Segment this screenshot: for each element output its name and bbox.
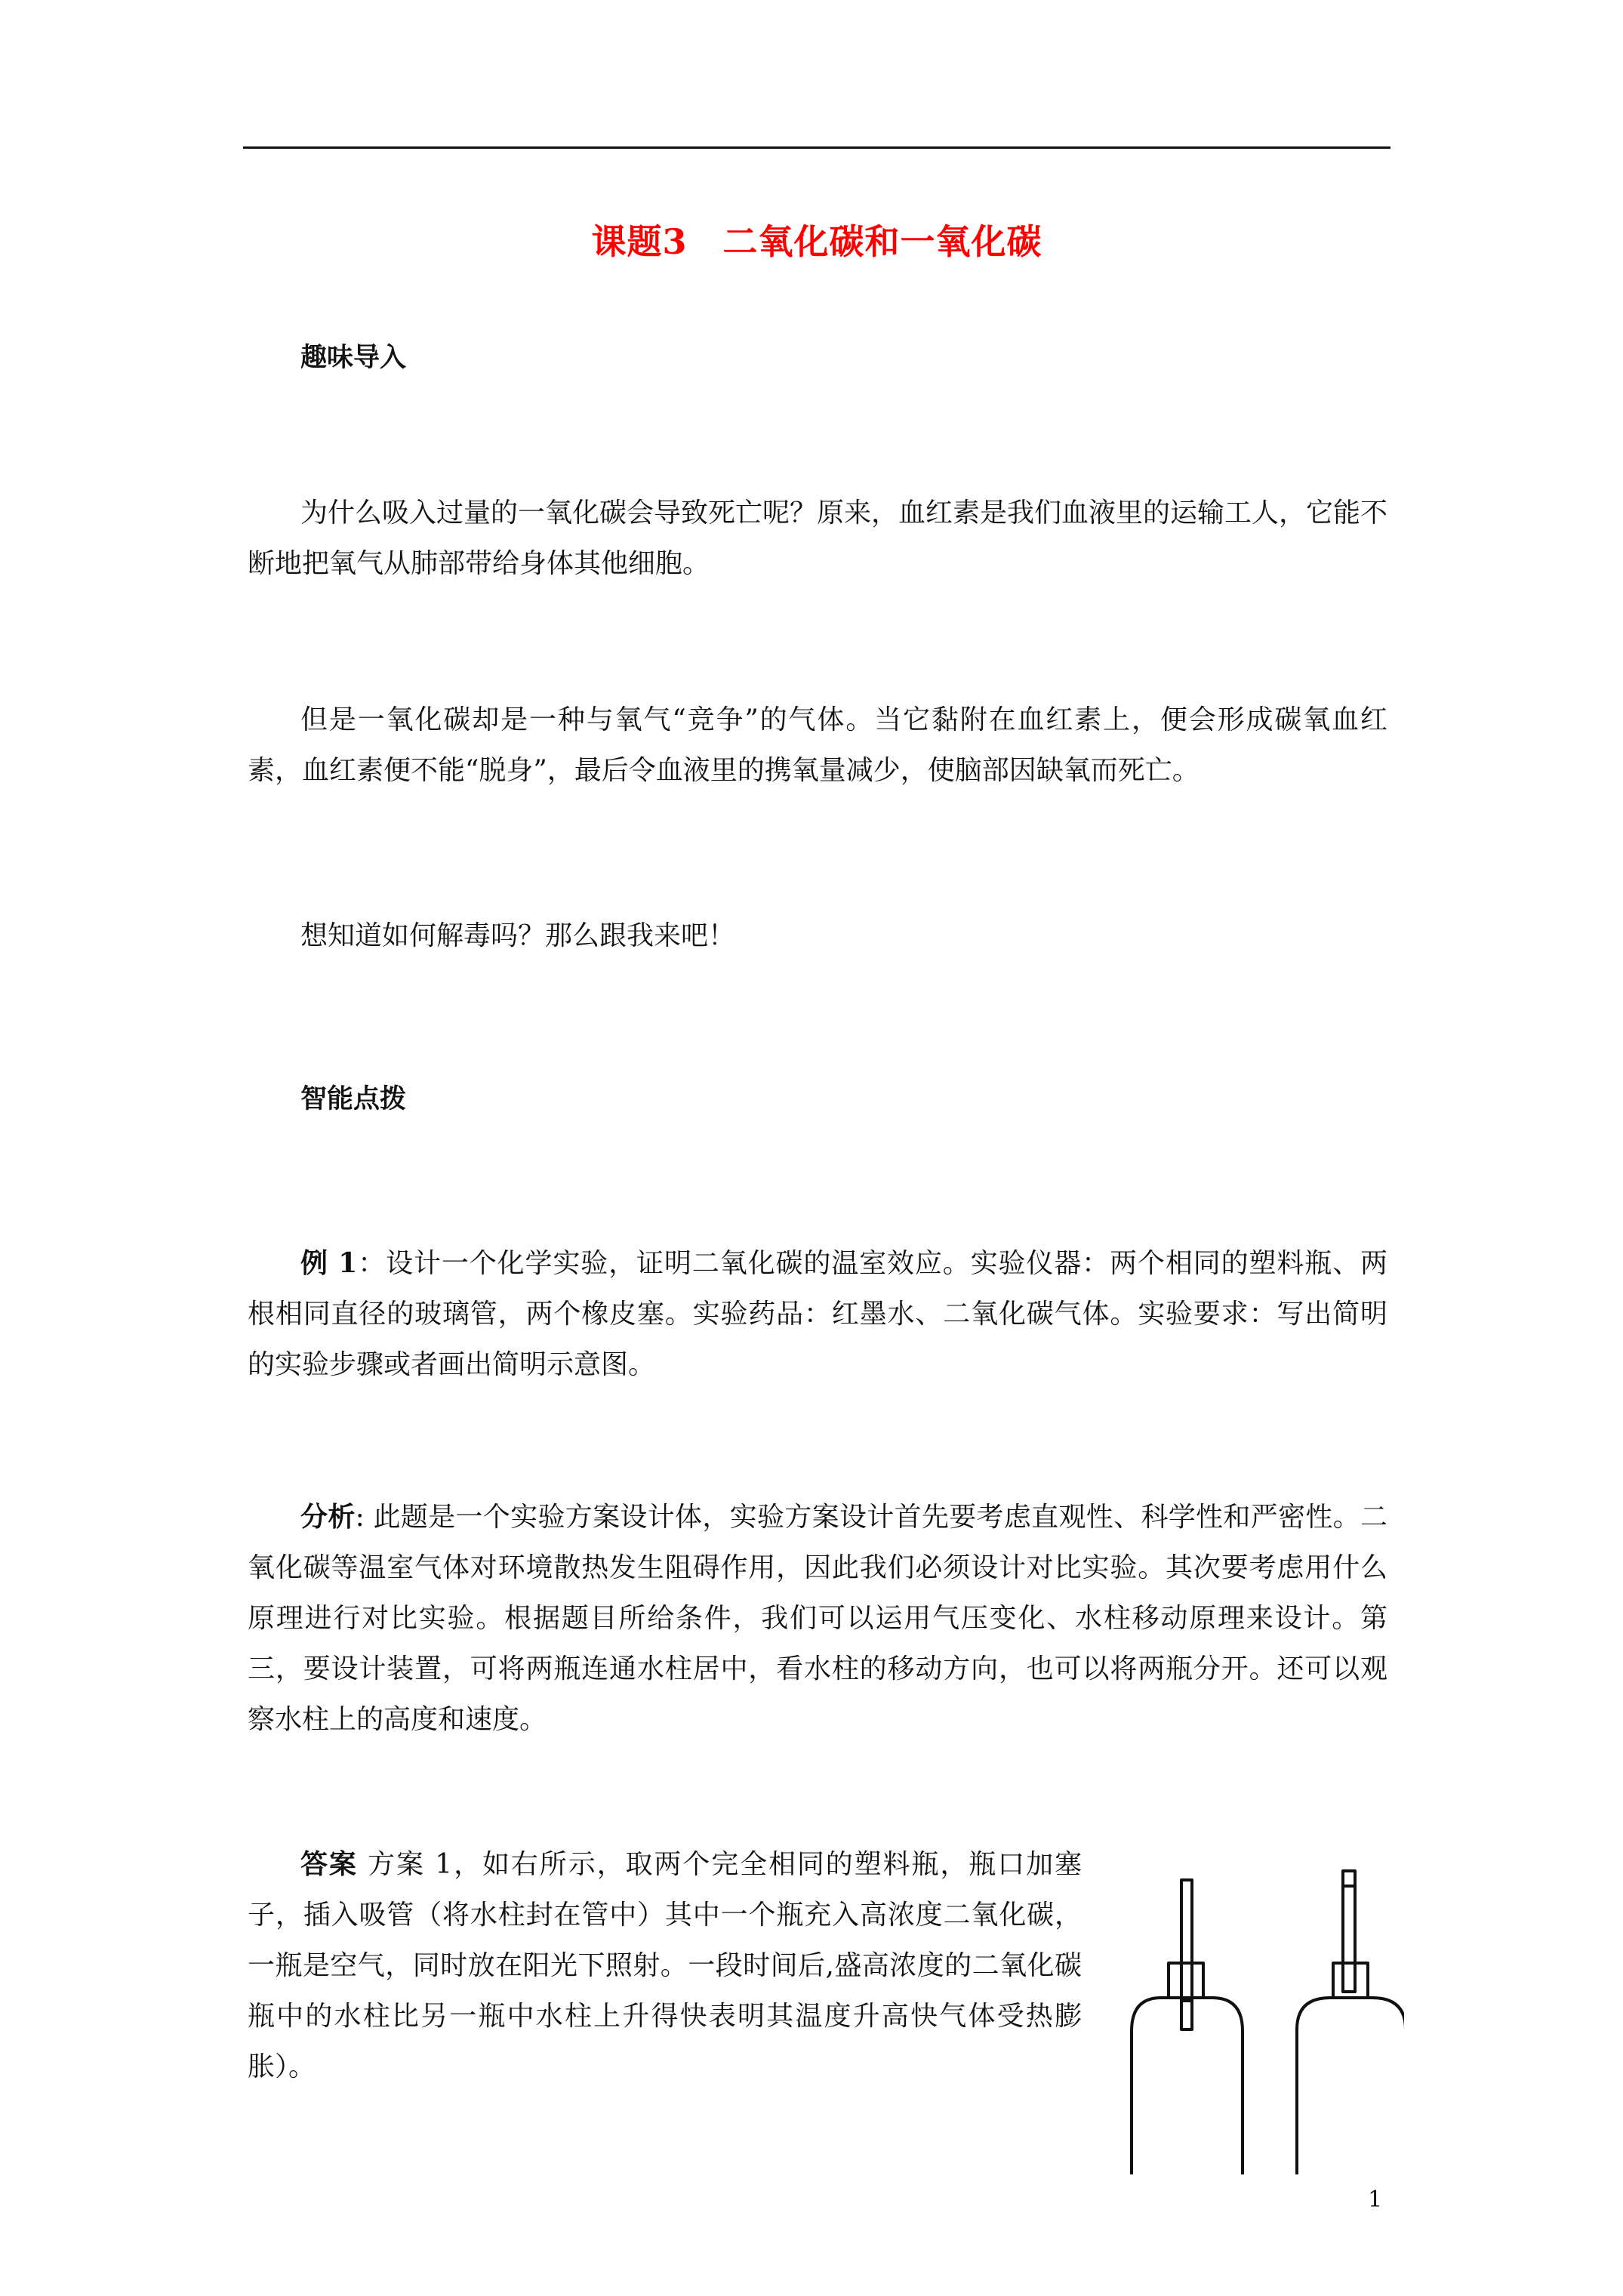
intro-paragraph-2: 但是一氧化碳却是一种与氧气“竞争”的气体。当它黏附在血红素上，便会形成碳氧血红素，血红素便不能“脱身”，最后令血液里的携氧量减少，使脑部因缺氧而死亡。 <box>248 704 1387 786</box>
section-heading-tips: 智能点拨 <box>300 1083 407 1114</box>
page-number: 1 <box>1368 2187 1383 2213</box>
section-heading-intro: 趣味导入 <box>300 342 407 373</box>
left-stopper <box>1169 1963 1203 1998</box>
example-paragraph <box>248 1238 1387 1390</box>
answer-text: 方案 1，如右所示，取两个完全相同的塑料瓶，瓶口加塞子，插入吸管（将水柱封在管中）其中一个瓶充入高浓度二氧化碳，一瓶是空气，同时放在阳光下照射。一段时间后,盛高浓度的二氧化碳瓶中的水柱比另一瓶中水柱上升得快表明其温度升高快气体受热膨胀）。 <box>248 1849 1082 2082</box>
page-title: 课题3 二氧化碳和一氧化碳 <box>591 221 1042 262</box>
right-bottle <box>1297 1969 1404 2174</box>
analysis-label: 分析 <box>300 1501 356 1533</box>
left-tube <box>1181 1880 1192 2029</box>
header-rule <box>243 146 1390 149</box>
intro-paragraph-1: 为什么吸入过量的一氧化碳会导致死亡呢？原来，血红素是我们血液里的运输工人，它能不断地把氧气从肺部带给身体其他细胞。 <box>248 498 1388 579</box>
answer-paragraph <box>248 1839 1082 2092</box>
two-bottle-diagram-icon <box>1072 1842 1404 2174</box>
example-text: ：设计一个化学实验，证明二氧化碳的温室效应。实验仪器：两个相同的塑料瓶、两根相同直径的玻璃管，两个橡皮塞。实验药品：红墨水、二氧化碳气体。实验要求：写出简明的实验步骤或者画出简明示意图。 <box>248 1248 1387 1380</box>
analysis-text: : 此题是一个实验方案设计体，实验方案设计首先要考虑直观性、科学性和严密性。二氧化碳等温室气体对环境散热发生阻碍作用，因此我们必须设计对比实验。其次要考虑用什么原理进行对比实验。根据题目所给条件，我们可以运用气压变化、水柱移动原理来设计。第三，要设计装置，可将两瓶连通水柱居中，看水柱的移动方向，也可以将两瓶分开。还可以观察水柱上的高度和速度。 <box>248 1502 1387 1735</box>
intro-paragraph-3: 想知道如何解毒吗？那么跟我来吧！ <box>300 920 736 951</box>
example-label: 例 1 <box>300 1247 358 1279</box>
answer-label: 答案 <box>300 1848 358 1880</box>
analysis-paragraph <box>248 1492 1387 1745</box>
